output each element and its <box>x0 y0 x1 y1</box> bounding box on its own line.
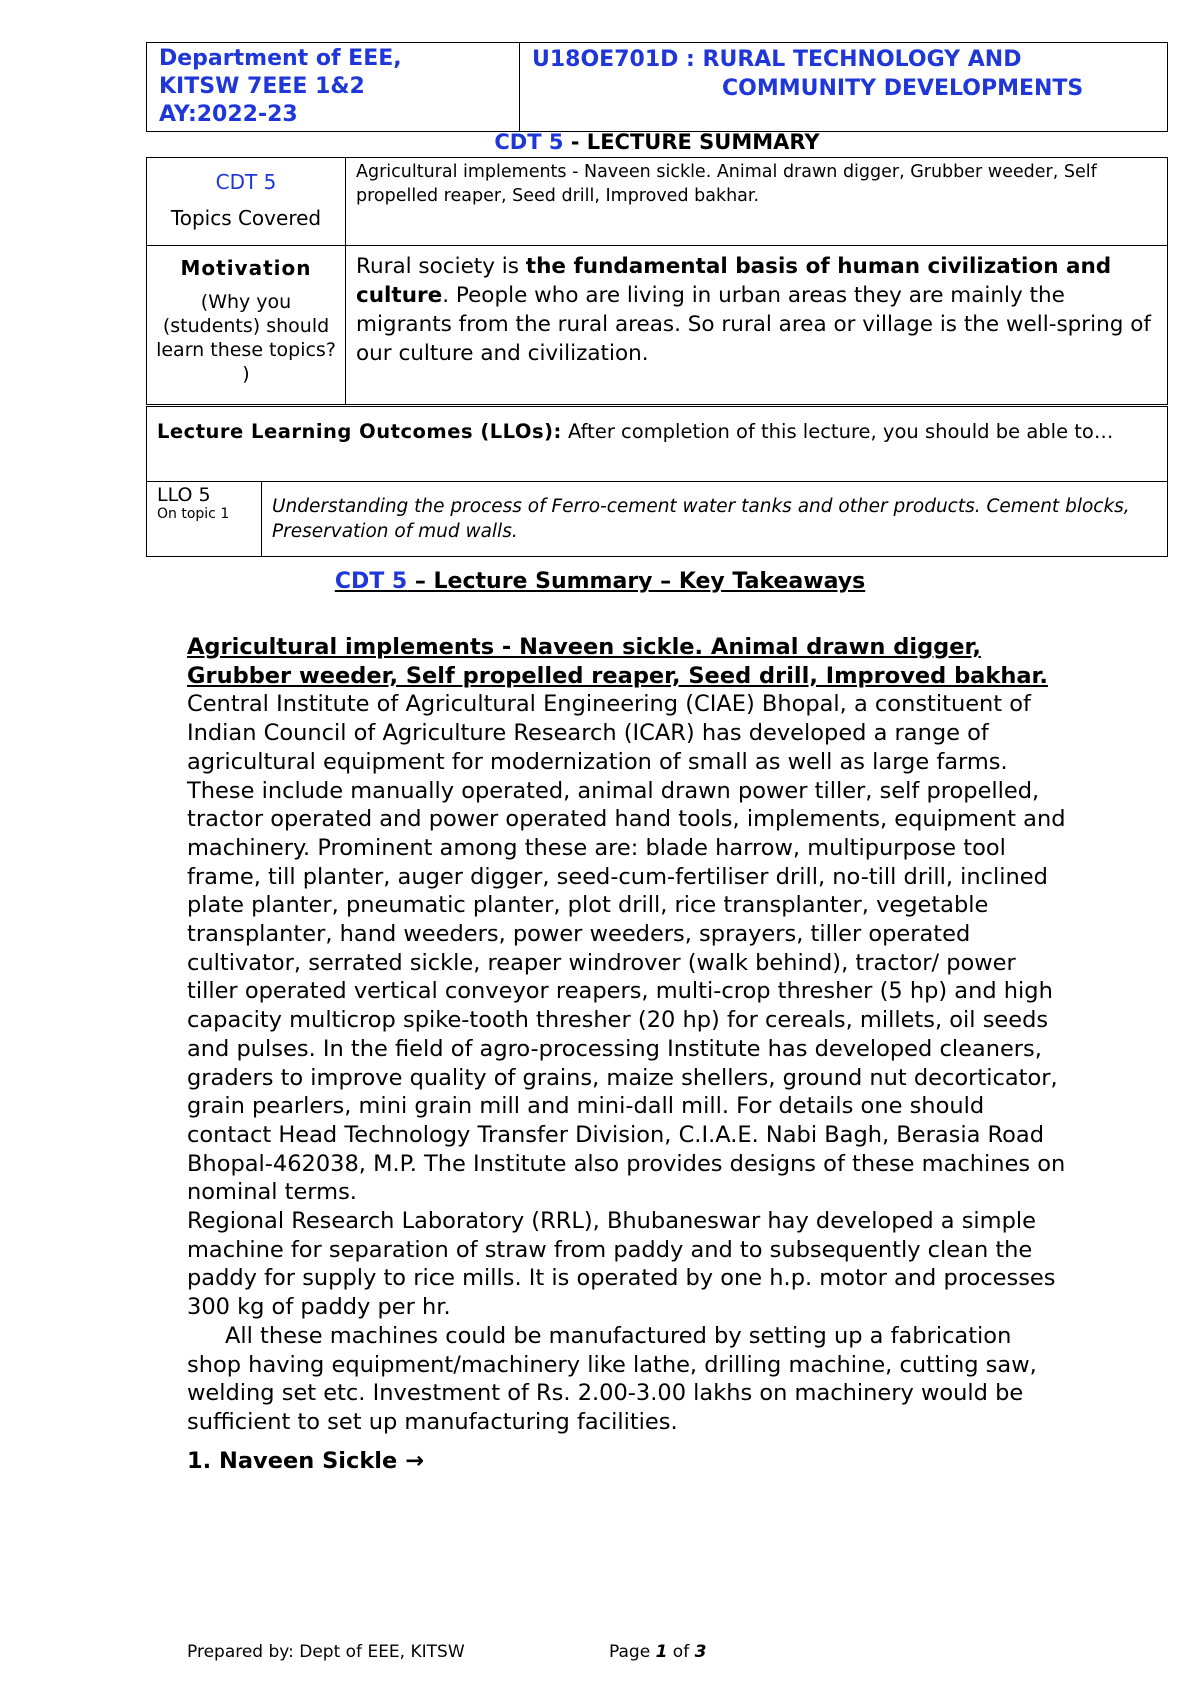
llo-label-cell <box>147 482 262 557</box>
department-line: Department of EEE, <box>159 46 402 71</box>
paragraph-investment: All these machines could be manufactured by setting up a fabrication shop having equipment/machinery like lathe, drilling machine, cutting saw, welding set etc. Investment of Rs. 2.00-3.00 lakhs on machinery would be sufficient to set up manufacturing facilities. <box>187 1322 1037 1435</box>
topics-text-cell: Agricultural implements - Naveen sickle. Animal drawn digger, Grubber weeder, Self propelled reaper, Seed drill, Improved bakhar. <box>346 158 1168 246</box>
motivation-subtext: (Why you (students) should learn these topics? ) <box>156 291 336 385</box>
section-heading: Agricultural implements - Naveen sickle. Animal drawn digger, Grubber weeder, Self propelled reaper, Seed drill, Improved bakhar. <box>187 634 1048 689</box>
llo-intro: After completion of this lecture, you should be able to… <box>561 420 1114 443</box>
motivation-heading: Motivation <box>180 256 312 280</box>
summary-cdt-label: CDT 5 <box>494 130 564 154</box>
lecture-summary-title <box>146 128 1168 156</box>
key-takeaways-cdt: CDT 5 <box>334 569 408 594</box>
llo-text-cell: Understanding the process of Ferro-cement water tanks and other products. Cement blocks, Preservation of mud walls. <box>262 482 1168 557</box>
list-item-naveen-sickle: 1. Naveen Sickle → <box>187 1447 424 1474</box>
key-takeaways-rest: – Lecture Summary – Key Takeaways <box>407 569 866 594</box>
motivation-text-cell <box>346 246 1168 405</box>
summary-table <box>146 157 1168 405</box>
footer-prepared-by: Prepared by: Dept of EEE, KITSW <box>187 1642 465 1662</box>
page-total: 3 <box>694 1642 707 1662</box>
llo-table <box>146 481 1168 557</box>
section-line: KITSW 7EEE 1&2 <box>159 74 365 99</box>
llo-heading-box <box>146 406 1168 482</box>
topics-cdt-label: CDT 5 <box>215 170 277 194</box>
summary-title-rest: - LECTURE SUMMARY <box>563 130 820 154</box>
motivation-text-post: . People who are living in urban areas they are mainly the migrants from the rural areas. So rural area or village is the well-spring of our culture and civilization. <box>356 283 1151 366</box>
department-cell <box>147 43 520 132</box>
page-current: 1 <box>655 1642 668 1662</box>
motivation-text-pre: Rural society is <box>356 254 526 279</box>
course-line-1: U18OE701D : RURAL TECHNOLOGY AND <box>532 47 1022 72</box>
motivation-label-cell <box>147 246 346 405</box>
academic-year-line: AY:2022-23 <box>159 102 298 127</box>
paragraph-ciae: Central Institute of Agricultural Engineering (CIAE) Bhopal, a constituent of Indian Council of Agriculture Research (ICAR) has developed a range of agricultural equipment for modernization of small as well as large farms. These include manually operated, animal drawn power tiller, self propelled, tractor operated and power operated hand tools, implements, equipment and machinery. Prominent among these are: blade harrow, multipurpose tool frame, till planter, auger digger, seed-cum-fertiliser drill, no-till drill, inclined plate planter, pneumatic planter, plot drill, rice transplanter, vegetable transplanter, hand weeders, power weeders, sprayers, tiller operated cultivator, serrated sickle, reaper windrover (walk behind), tractor/ power tiller operated vertical conveyor reapers, multi-crop thresher (5 hp) and high capacity multicrop spike-tooth thresher (20 hp) for cereals, millets, oil seeds and pulses. In the field of agro-processing Institute has developed cleaners, graders to improve quality of grains, maize shellers, ground nut decorticator, grain pearlers, mini grain mill and mini-dall mill. For details one should contact Head Technology Transfer Division, C.I.A.E. Nabi Bagh, Berasia Road Bhopal-462038, M.P. The Institute also provides designs of these machines on nominal terms. <box>187 691 1066 1206</box>
header-table <box>146 42 1168 132</box>
of-word: of <box>667 1642 695 1662</box>
lecture-content <box>187 633 1067 1475</box>
page-word: Page <box>609 1642 656 1662</box>
course-cell <box>520 43 1168 132</box>
llo-label: LLO 5 <box>157 484 211 506</box>
motivation-text-bold: the fundamental basis of human civilization and culture <box>356 254 1112 308</box>
paragraph-rrl: Regional Research Laboratory (RRL), Bhubaneswar hay developed a simple machine for separation of straw from paddy and to subsequently clean the paddy for supply to rice mills. It is operated by one h.p. motor and processes 300 kg of paddy per hr. <box>187 1208 1056 1321</box>
llo-heading: Lecture Learning Outcomes (LLOs): <box>157 420 562 443</box>
footer-page-number <box>609 1642 706 1662</box>
course-line-2: COMMUNITY DEVELOPMENTS <box>722 76 1084 101</box>
topics-label-cell <box>147 158 346 246</box>
key-takeaways-title <box>0 569 1200 594</box>
topics-covered-label: Topics Covered <box>170 206 322 230</box>
llo-sub-label: On topic 1 <box>157 506 230 522</box>
